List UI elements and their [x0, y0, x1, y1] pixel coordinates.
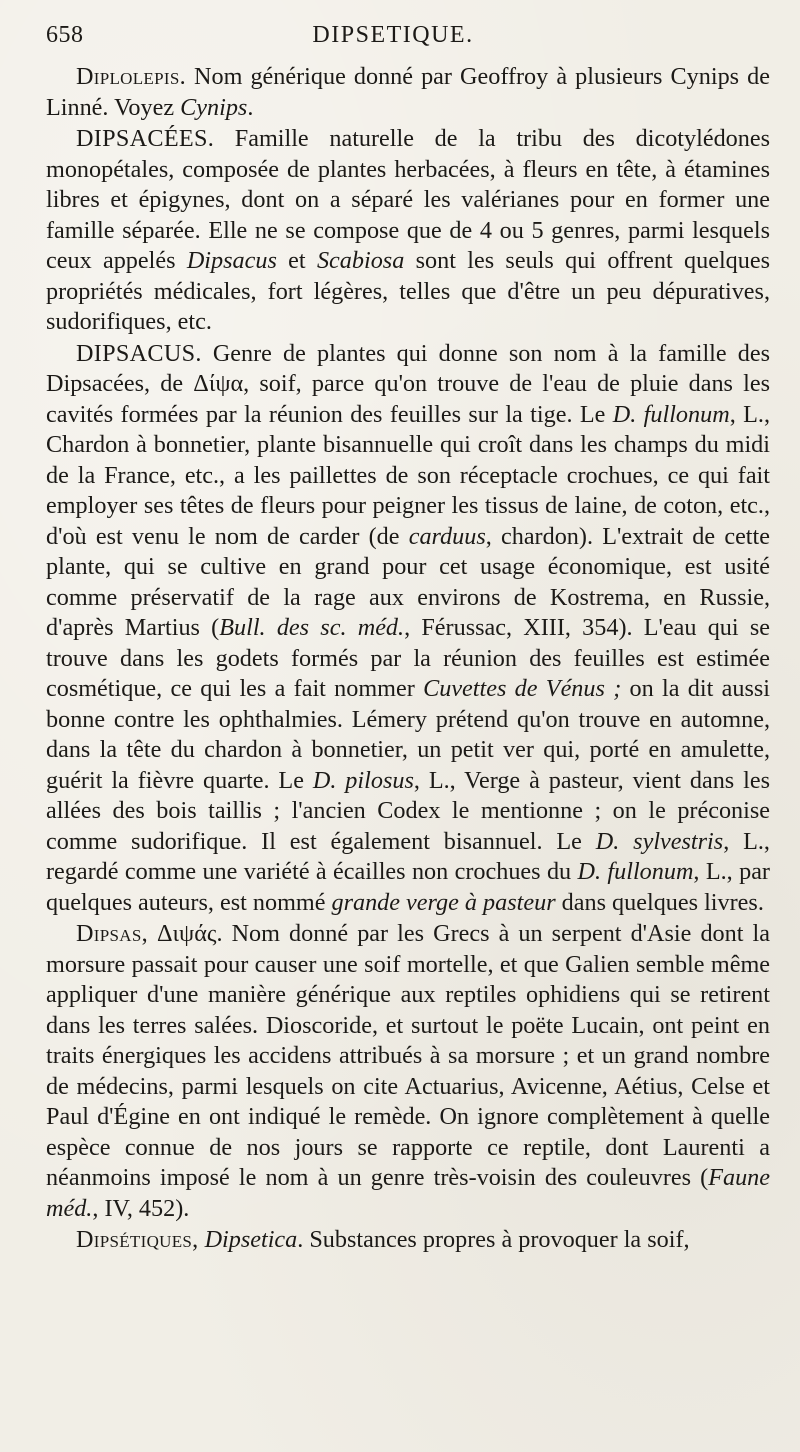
entry-text: . — [247, 93, 254, 121]
entry-dipsas — [46, 919, 770, 1224]
entry-text: , IV, 452). — [92, 1194, 190, 1222]
entry-text: , L., regardé comme une variété à écailles non crochues du — [46, 827, 770, 885]
entry-italic: D. sylvestris — [595, 827, 724, 855]
entry-text: , L., Chardon à bonnetier, plante bisannuelle qui croît dans les champs du midi de la France, etc., a les paillettes de son réceptacle crochues, ce qui fait employer ses têtes de fleurs pour peigner les tissus de laine, de coton, etc., d'où est venu le nom de carder (de — [46, 400, 770, 550]
entry-headword: Dipsas, — [76, 920, 148, 947]
entry-text: , L., par quelques auteurs, est nommé — [46, 858, 770, 916]
entry-text: et — [276, 247, 317, 274]
entry-text: , chardon). L'extrait de cette plante, qui se cultive en grand pour cet usage économique, est usité comme préservatif de la rage aux environs de Kostrema, en Russie, d'après Martius ( — [46, 522, 770, 641]
entry-diplolepis — [46, 62, 770, 123]
entry-italic: carduus — [408, 522, 486, 550]
entry-text: , Férussac, XIII, 354). L'eau qui se trouve dans les godets formés par la réunion des feuilles est estimée cosmétique, ce qui les a fait nommer — [46, 614, 770, 702]
entry-dipsacees — [46, 124, 770, 338]
page-number: 658 — [46, 22, 84, 48]
entry-text: . Substances propres à provoquer la soif, — [297, 1226, 690, 1253]
entry-text: Famille naturelle de la tribu des dicotylédones monopétales, composée de plantes herbacées, à fleurs en tête, à étamines libres et épigynes, dont on a séparé les valérianes pour en former une famille séparée. Elle ne se compose que de 4 ou 5 genres, parmi lesquels ceux appelés — [46, 125, 770, 274]
entry-italic: Cuvettes de Vénus ; — [423, 675, 622, 702]
entry-text: on la dit aussi bonne contre les ophthalmies. Lémery prétend qu'on trouve en automne, dans la tête du chardon à bonnetier, un petit ver qui, porté en amulette, guérit la fièvre quarte. Le — [46, 675, 770, 794]
entry-text: Nom générique donné par Geoffroy à plusieurs Cynips de Linné. Voyez — [46, 63, 770, 121]
running-head — [46, 22, 770, 62]
entry-italic: Faune méd. — [46, 1164, 770, 1222]
entry-headword: Diplolepis. — [76, 63, 186, 90]
entry-italic: D. fullonum — [577, 858, 694, 885]
entry-text: sont les seuls qui offrent quelques propriétés médicales, fort légères, telles que d'être un peu dépuratives, sudorifiques, etc. — [46, 247, 771, 335]
entry-italic: grande verge à pasteur — [331, 888, 556, 916]
entry-dipsacus — [46, 339, 770, 919]
entry-text: , L., Verge à pasteur, vient dans les allées des bois taillis ; l'ancien Codex le mentionne ; on le préconise comme sudorifique. Il est également bisannuel. Le — [46, 766, 770, 855]
entry-text: Διψάς. Nom donné par les Grecs à un serpent d'Asie dont la morsure passait pour causer une soif mortelle, et que Galien semble même appliquer d'une manière générique aux reptiles ophidiens qui se retirent dans les terres salées. Dioscoride, et surtout le poëte Lucain, ont peint en traits énergiques les accidens attribués à sa morsure ; et un grand nombre de médecins, parmi lesquels on cite Actuarius, Avicenne, Aétius, Celse et Paul d'Égine en ont indiqué le remède. On ignore complètement à quelle espèce connue de nos jours se rapporte ce reptile, dont Laurenti a néanmoins imposé le nom à un genre très-voisin des couleuvres ( — [46, 920, 770, 1191]
entry-italic: D. fullonum — [612, 400, 730, 428]
entry-dipsetiques — [46, 1225, 770, 1256]
entry-text: Genre de plantes qui donne son nom à la famille des Dipsacées, de Δίψα, soif, parce qu'on trouve de l'eau de pluie dans les cavités formées par la réunion des feuilles sur la tige. Le — [46, 339, 770, 428]
entry-headword: DIPSACUS. — [76, 339, 202, 367]
entry-italic: Cynips — [180, 93, 248, 121]
entry-headword: DIPSACÉES. — [76, 125, 215, 152]
entry-text: dans quelques livres. — [555, 888, 764, 916]
entry-italic: Scabiosa — [316, 247, 405, 274]
entry-italic: Dipsetica — [204, 1226, 298, 1253]
running-title: DIPSETIQUE. — [312, 22, 474, 48]
entry-italic: Dipsacus — [186, 247, 277, 274]
entry-headword: Dipsétiques, — [76, 1226, 199, 1253]
entry-italic: D. pilosus — [312, 766, 414, 794]
entry-italic: Bull. des sc. méd. — [219, 614, 405, 641]
